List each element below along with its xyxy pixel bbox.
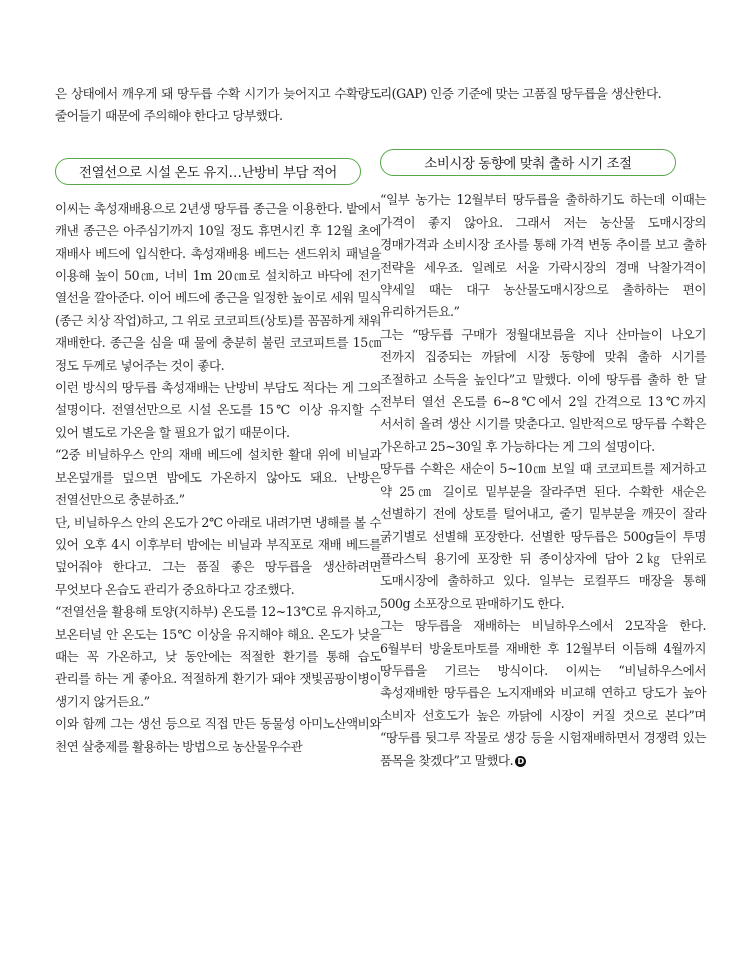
section-heading-shipping: 소비시장 동향에 맞춰 출하 시기 조절 [380, 149, 676, 176]
right-column [380, 83, 706, 772]
body-paragraph: 이와 함께 그는 생선 등으로 직접 만든 동물성 아미노산액비와 천연 살충제를 활용하는 방법으로 농산물우수관 [55, 716, 381, 754]
quote-paragraph: “전열선을 활용해 토양(지하부) 온도를 12~13℃로 유지하고, 보온터널 안 온도는 15℃ 이상을 유지해야 해요. 온도가 낮을 때는 꼭 가온하고, 낮 동안에는 적절한 환기를 통해 습도 관리를 하는 게 좋아요. 적절하게 환기가 돼야 잿빛곰팡이병이 생기지 않거든요.” [55, 604, 381, 709]
body-paragraph [380, 615, 706, 772]
body-paragraph: 이런 방식의 땅두릅 촉성재배는 난방비 부담도 적다는 게 그의 설명이다. 전열선만으로 시설 온도를 15℃ 이상 유지할 수 있어 별도로 가온을 할 필요가 없기 때문이다. [55, 380, 381, 440]
body-paragraph: 이씨는 촉성재배용으로 2년생 땅두릅 종근을 이용한다. 밭에서 캐낸 종근은 아주심기까지 10일 정도 휴면시킨 후 12월 초에 재배사 베드에 입식한다. 촉성재배용 베드는 샌드위치 패널을 이용해 높이 50㎝, 너비 1m 20㎝로 설치하고 바닥에 전기 열선을 깔아준다. 이어 베드에 종근을 일정한 높이로 세워 밀식(종근 치상 작업)하고, 그 위로 코코피트(상토)를 꼼꼼하게 채워 재배한다. 종근을 심을 때 물에 충분히 불린 코코피트를 15㎝ 정도 두께로 넣어주는 것이 좋다. [55, 200, 381, 373]
section-heading-heating: 전열선으로 시설 온도 유지…난방비 부담 적어 [55, 158, 361, 185]
left-intro-paragraph: 은 상태에서 깨우게 돼 땅두릅 수확 시기가 늦어지고 수확량도 줄어들기 때문에 주의해야 한다고 당부했다. [55, 86, 381, 124]
body-paragraph: 땅두릅 수확은 새순이 5~10㎝ 보일 때 코코피트를 제거하고 약 25㎝ 길이로 밑부분을 잘라주면 된다. 수확한 새순은 선별하기 전에 상토를 털어내고, 줄기 밑부분을 깨끗이 잘라 굵기별로 선별해 포장한다. 선별한 땅두릅은 500g들이 투명 플라스틱 용기에 포장한 뒤 종이상자에 담아 2㎏ 단위로 도매시장에 출하하고 있다. 일부는 로컬푸드 매장을 통해 500g 소포장으로 판매하기도 한다. [380, 461, 706, 611]
quote-paragraph: “2중 비닐하우스 안의 재배 베드에 설치한 활대 위에 비닐과 보온덮개를 덮으면 밤에도 가온하지 않아도 돼요. 난방은 전열선만으로 충분하죠.” [55, 447, 381, 508]
body-paragraph: 그는 “땅두릅 구매가 정월대보름을 지나 산마늘이 나오기 전까지 집중되는 까닭에 시장 동향에 맞춰 출하 시기를 조절하고 소득을 높인다”고 말했다. 이에 땅두릅 출하 한 달 전부터 열선 온도를 6~8℃에서 2일 간격으로 13℃까지 서서히 올려 생산 시기를 맞춘다고. 일반적으로 땅두릅 수확은 가온하고 25~30일 후 가능하다는 게 그의 설명이다. [380, 326, 706, 454]
final-paragraph-text: 그는 땅두릅을 재배하는 비닐하우스에서 2모작을 한다. 6월부터 방울토마토를 재배한 후 12월부터 이듬해 4월까지 땅두릅을 기르는 방식이다. 이씨는 “비닐하우스에서 촉성재배한 땅두릅은 노지재배와 비교해 연하고 당도가 높아 소비자 선호도가 높은 까닭에 시장이 커질 것으로 본다”며 “땅두릅 뒷그루 작물로 생강 등을 시험재배하면서 경쟁력 있는 품목을 찾겠다”고 말했다. [380, 618, 706, 768]
article-end-mark-icon: D [515, 756, 526, 767]
left-column [55, 83, 381, 758]
quote-paragraph: “일부 농가는 12월부터 땅두릅을 출하하기도 하는데 이때는 가격이 좋지 않아요. 그래서 저는 농산물 도매시장의 경매가격과 소비시장 조사를 통해 가격 변동 추이를 보고 출하 전략을 세우죠. 일례로 서울 가락시장의 경매 낙찰가격이 약세일 때는 대구 농산물도매시장으로 출하하는 편이 유리하거든요.” [380, 192, 706, 320]
body-paragraph: 단, 비닐하우스 안의 온도가 2℃ 아래로 내려가면 냉해를 볼 수 있어 오후 4시 이후부터 밤에는 비닐과 부직포로 재배 베드를 덮어줘야 한다고. 그는 품질 좋은 땅두릅을 생산하려면 무엇보다 온습도 관리가 중요하다고 강조했다. [55, 514, 381, 597]
right-intro-paragraph: 리(GAP) 인증 기준에 맞는 고품질 땅두릅을 생산한다. [380, 86, 662, 101]
